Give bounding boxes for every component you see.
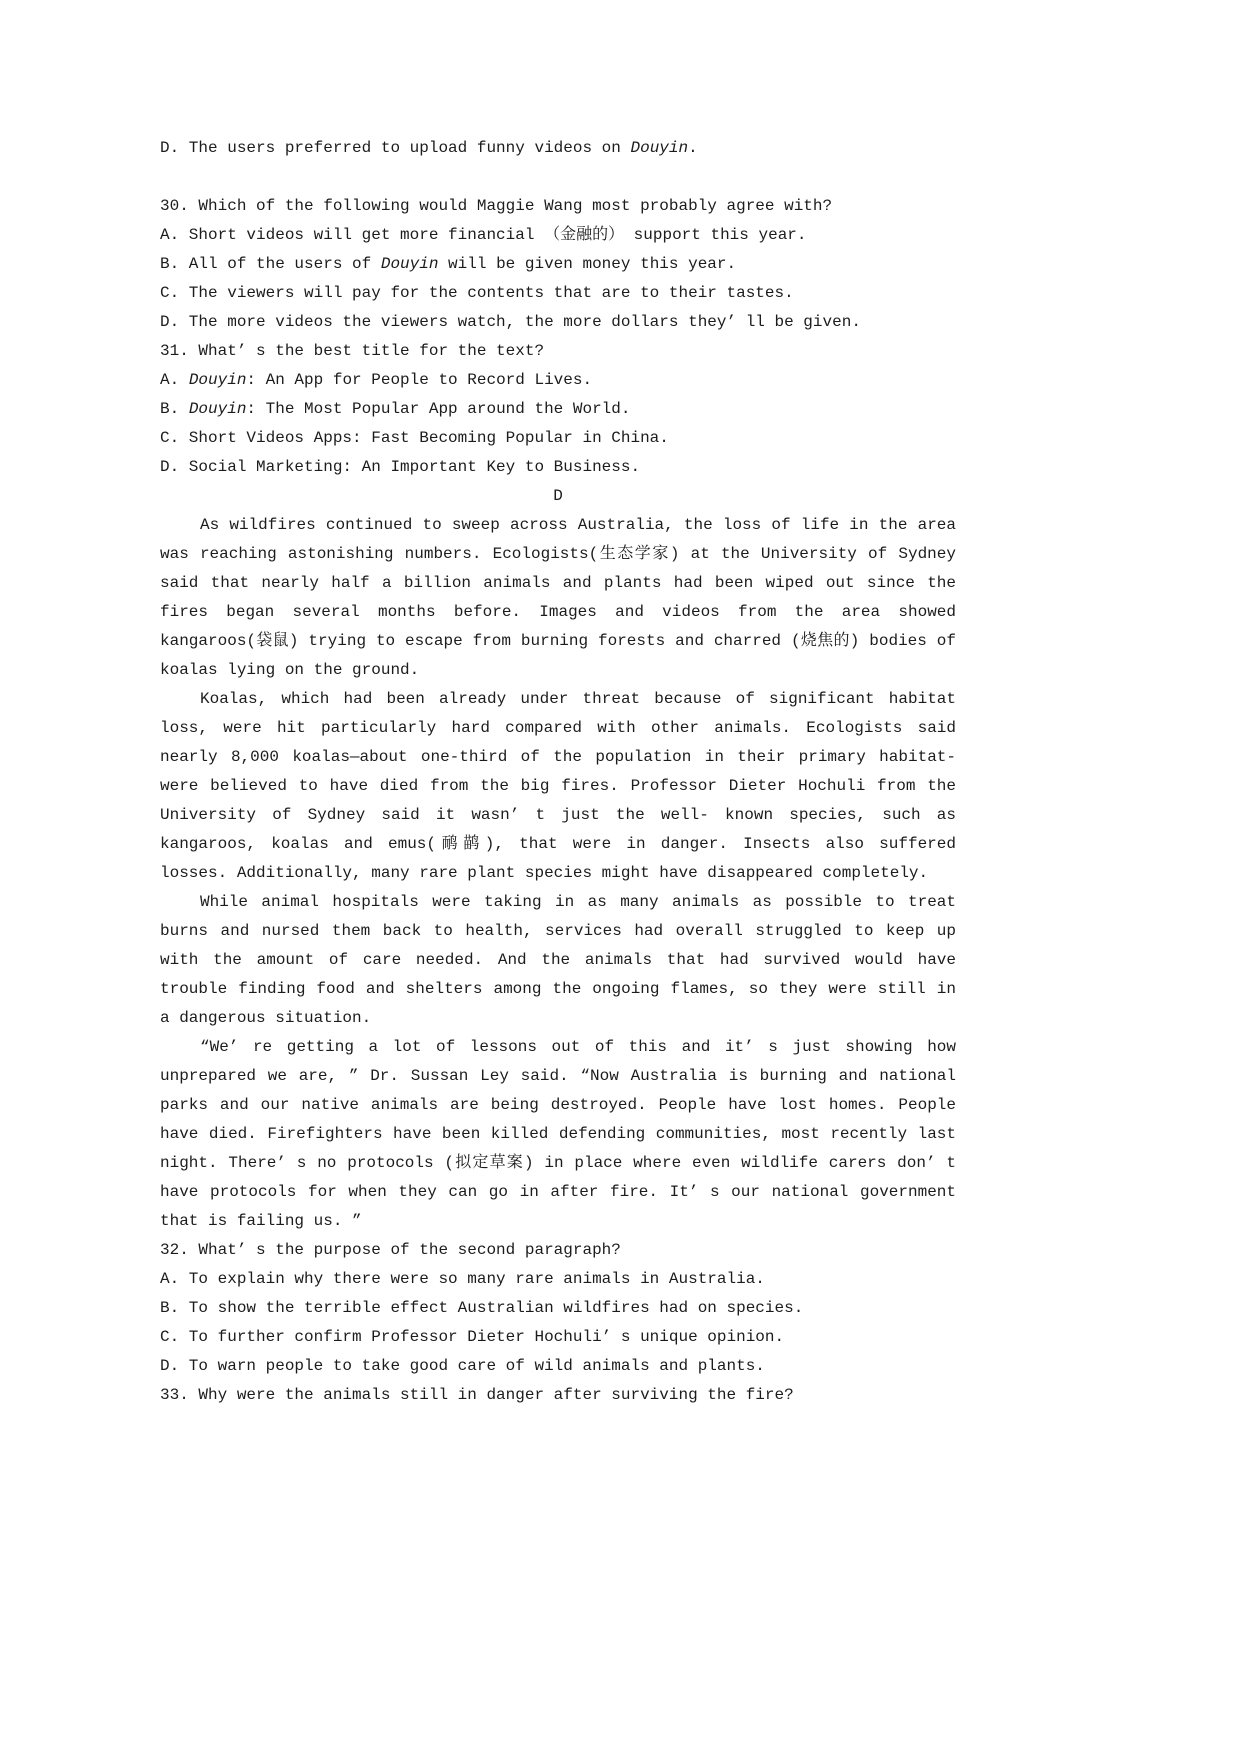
document-content: [160, 134, 956, 1410]
italic-text: Douyin: [630, 139, 689, 157]
text-segment: : The Most Popular App around the World.: [246, 400, 631, 418]
text-line: [160, 308, 956, 337]
text-line: [160, 337, 956, 366]
text-line: [160, 395, 956, 424]
italic-text: Douyin: [188, 371, 247, 389]
text-segment: Koalas, which had been already under threat because of significant habitat loss, were hit particularly hard compared with other animals. Ecologists said nearly 8,000 koalas—about one-third of the population in their primary habitat-were believed to have died from the big fires. Professor Dieter Hochuli from the University of Sydney said it wasn’ t just the well- known species, such as kangaroos, koalas and emus(鸸鹋), that were in danger. Insects also suffered losses. Additionally, many rare plant species might have disappeared completely.: [160, 690, 956, 882]
text-segment: 30. Which of the following would Maggie Wang most probably agree with?: [160, 197, 833, 215]
text-segment: 33. Why were the animals still in danger after surviving the fire?: [160, 1386, 794, 1404]
passage-paragraph: [160, 888, 956, 1033]
text-segment: A.: [160, 371, 189, 389]
text-segment: : An App for People to Record Lives.: [246, 371, 593, 389]
text-segment: 31. What’ s the best title for the text?: [160, 342, 545, 360]
text-segment: D. The users preferred to upload funny videos on: [160, 139, 631, 157]
text-segment: .: [688, 139, 698, 157]
text-line: [160, 134, 956, 163]
text-segment: C. The viewers will pay for the contents that are to their tastes.: [160, 284, 794, 302]
text-segment: C. Short Videos Apps: Fast Becoming Popular in China.: [160, 429, 669, 447]
text-line: [160, 250, 956, 279]
text-line: [160, 192, 956, 221]
blank-line: [160, 163, 956, 192]
text-segment: 32. What’ s the purpose of the second paragraph?: [160, 1241, 621, 1259]
text-line: [160, 221, 956, 250]
text-segment: While animal hospitals were taking in as many animals as possible to treat burns and nursed them back to health, services had overall struggled to keep up with the amount of care needed. And the animals that had survived would have trouble finding food and shelters among the ongoing flames, so they were still in a dangerous situation.: [160, 893, 956, 1027]
passage-paragraph: [160, 511, 956, 685]
text-segment: will be given money this year.: [438, 255, 737, 273]
text-segment: “We’ re getting a lot of lessons out of this and it’ s just showing how unprepared we are, ” Dr. Sussan Ley said. “Now Australia is burning and national parks and our native animals are being destroyed. People have lost homes. People have died. Firefighters have been killed defending communities, most recently last night. There’ s no protocols (拟定草案) in place where even wildlife carers don’ t have protocols for when they can go in after fire. It’ s our national government that is failing us. ”: [160, 1038, 956, 1230]
text-line: [160, 279, 956, 308]
text-segment: D. Social Marketing: An Important Key to Business.: [160, 458, 641, 476]
text-line: [160, 1236, 956, 1265]
text-segment: D. The more videos the viewers watch, the more dollars they’ ll be given.: [160, 313, 861, 331]
passage-paragraph: [160, 1033, 956, 1236]
text-segment: B. All of the users of: [160, 255, 381, 273]
text-line: [160, 366, 956, 395]
text-line: [160, 453, 956, 482]
text-segment: B. To show the terrible effect Australian wildfires had on species.: [160, 1299, 804, 1317]
section-heading: [160, 482, 956, 511]
text-segment: B.: [160, 400, 189, 418]
text-line: [160, 424, 956, 453]
text-segment: A. Short videos will get more financial （金融的） support this year.: [160, 226, 807, 244]
text-line: [160, 1381, 956, 1410]
italic-text: Douyin: [188, 400, 247, 418]
italic-text: Douyin: [380, 255, 439, 273]
text-segment: A. To explain why there were so many rare animals in Australia.: [160, 1270, 765, 1288]
text-line: [160, 1323, 956, 1352]
text-line: [160, 1294, 956, 1323]
text-segment: C. To further confirm Professor Dieter Hochuli’ s unique opinion.: [160, 1328, 785, 1346]
text-segment: As wildfires continued to sweep across Australia, the loss of life in the area was reaching astonishing numbers. Ecologists(生态学家) at the University of Sydney said that nearly half a billion animals and plants had been wiped out since the fires began several months before. Images and videos from the area showed kangaroos(袋鼠) trying to escape from burning forests and charred (烧焦的) bodies of koalas lying on the ground.: [160, 516, 956, 679]
text-line: [160, 1265, 956, 1294]
text-segment: D. To warn people to take good care of wild animals and plants.: [160, 1357, 765, 1375]
text-line: [160, 1352, 956, 1381]
passage-paragraph: [160, 685, 956, 888]
text-segment: D: [553, 487, 563, 505]
